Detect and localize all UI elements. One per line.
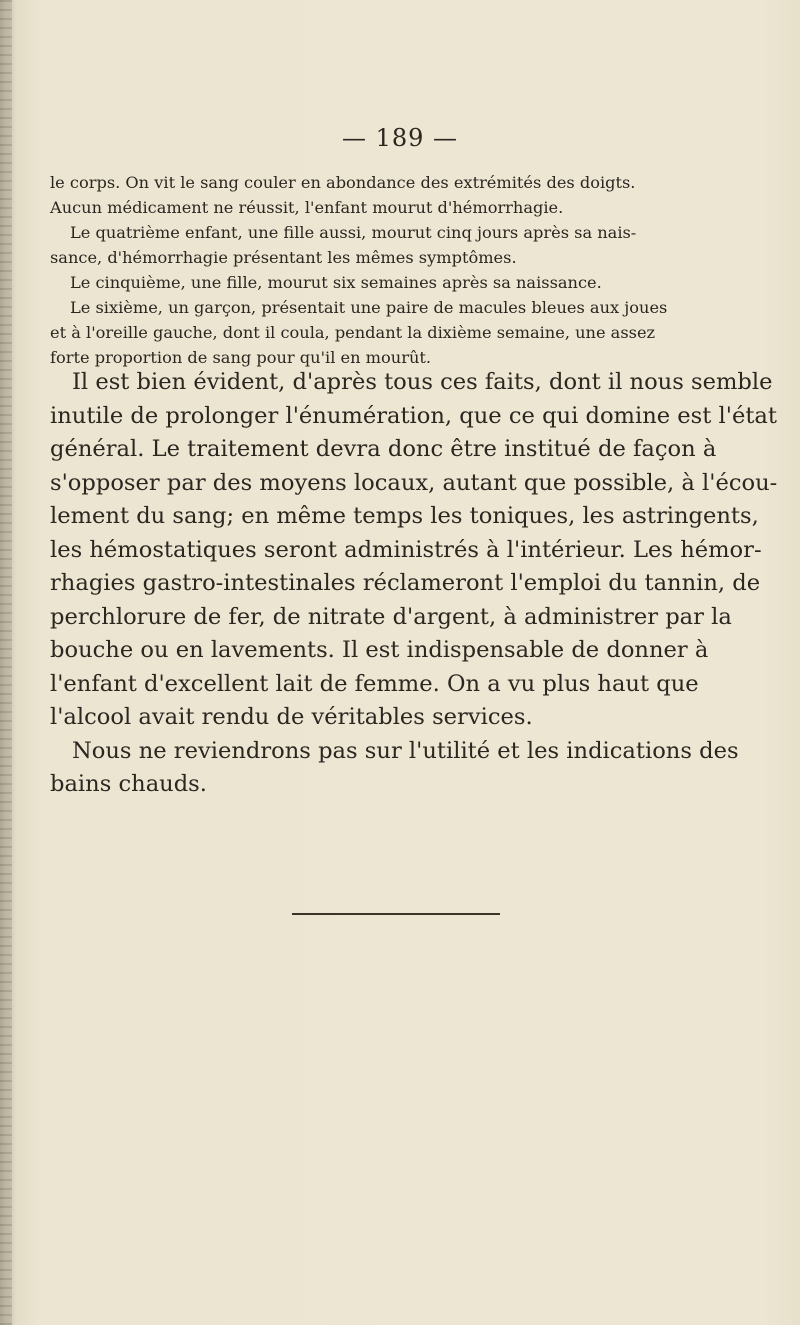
page-binding-edge bbox=[0, 0, 12, 1325]
text-line: lement du sang; en même temps les toniques, les astringents, bbox=[50, 503, 759, 529]
text-line: Le cinquième, une fille, mourut six semaines après sa naissance. bbox=[70, 273, 602, 292]
text-line: Nous ne reviendrons pas sur l'utilité et les indications des bbox=[72, 737, 739, 764]
text-line: l'enfant d'excellent lait de femme. On a vu plus haut que bbox=[50, 670, 699, 697]
text-line: et à l'oreille gauche, dont il coula, pendant la dixième semaine, une assez bbox=[50, 323, 656, 342]
text-line: le corps. On vit le sang couler en abondance des extrémités des doigts. bbox=[50, 173, 636, 192]
treatment-paragraph bbox=[50, 366, 778, 802]
text-line: Aucun médicament ne réussit, l'enfant mourut d'hémorrhagie. bbox=[50, 198, 564, 217]
text-line: bains chauds. bbox=[50, 771, 207, 797]
text-line: général. Le traitement devra donc être institué de façon à bbox=[50, 436, 717, 462]
text-line: forte proportion de sang pour qu'il en mourût. bbox=[50, 348, 432, 367]
text-line: rhagies gastro-intestinales réclameront l'emploi du tannin, de bbox=[50, 570, 761, 596]
text-line: Il est bien évident, d'après tous ces faits, dont il nous semble bbox=[72, 369, 773, 395]
text-line: Le sixième, un garçon, présentait une paire de macules bleues aux joues bbox=[70, 298, 668, 317]
page-number: — 189 — bbox=[341, 124, 459, 152]
text-line: les hémostatiques seront administrés à l'intérieur. Les hémor- bbox=[50, 536, 762, 563]
text-line: sance, d'hémorrhagie présentant les mêmes symptômes. bbox=[50, 248, 517, 267]
section-divider bbox=[292, 913, 500, 915]
text-line: s'opposer par des moyens locaux, autant que possible, à l'écou- bbox=[50, 469, 778, 496]
text-line: Le quatrième enfant, une fille aussi, mourut cinq jours après sa nais- bbox=[70, 223, 637, 242]
text-line: perchlorure de fer, de nitrate d'argent, à administrer par la bbox=[50, 603, 732, 630]
case-notes-block bbox=[50, 170, 740, 370]
text-line: l'alcool avait rendu de véritables services. bbox=[50, 704, 533, 730]
text-line: bouche ou en lavements. Il est indispensable de donner à bbox=[50, 637, 709, 663]
text-line: inutile de prolonger l'énumération, que ce qui domine est l'état bbox=[50, 402, 777, 429]
